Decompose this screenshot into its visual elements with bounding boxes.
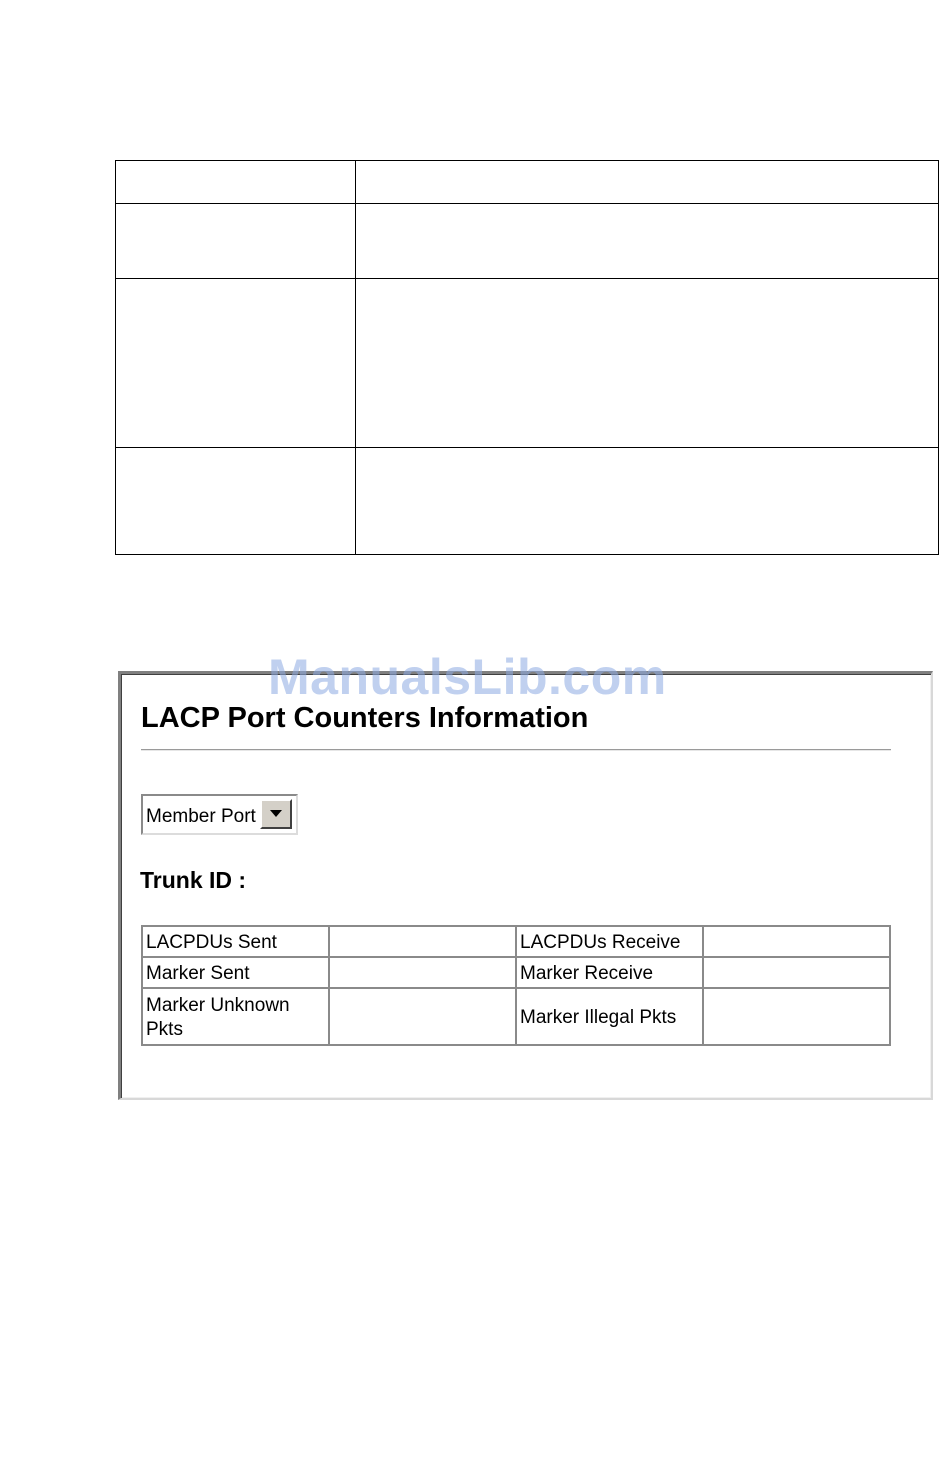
member-port-select[interactable] <box>141 794 298 835</box>
lacp-counters-window <box>118 671 933 1100</box>
counter-value <box>703 957 890 988</box>
counter-label: LACPDUs Sent <box>142 926 329 957</box>
document-table-row <box>116 279 939 448</box>
table-row <box>142 957 890 988</box>
document-table-row <box>116 448 939 555</box>
counter-value <box>703 988 890 1045</box>
table-row <box>142 926 890 957</box>
document-table-cell <box>356 448 939 555</box>
member-port-select-value: Member Port <box>146 806 256 827</box>
document-table-cell <box>116 161 356 204</box>
counter-label: Marker Sent <box>142 957 329 988</box>
document-table-cell <box>356 161 939 204</box>
document-table-row <box>116 204 939 279</box>
counter-label: Marker Illegal Pkts <box>516 988 703 1045</box>
chevron-down-icon <box>270 810 282 817</box>
document-table <box>115 160 939 555</box>
document-table-cell <box>116 448 356 555</box>
document-table-cell <box>116 279 356 448</box>
watermark-text: ManualsLib.com <box>268 649 667 705</box>
counter-value <box>329 926 516 957</box>
counter-label: Marker Unknown Pkts <box>142 988 329 1045</box>
document-table-row <box>116 161 939 204</box>
counter-value <box>703 926 890 957</box>
trunk-id-label: Trunk ID : <box>140 867 247 893</box>
table-row <box>142 988 890 1045</box>
document-table-cell <box>116 204 356 279</box>
dropdown-button[interactable] <box>260 799 292 829</box>
document-table-cell <box>356 279 939 448</box>
document-table-cell <box>356 204 939 279</box>
counter-value <box>329 957 516 988</box>
counter-label: LACPDUs Receive <box>516 926 703 957</box>
counters-table <box>141 925 891 1046</box>
counter-value <box>329 988 516 1045</box>
page-title: LACP Port Counters Information <box>141 702 589 734</box>
counter-label: Marker Receive <box>516 957 703 988</box>
title-divider <box>141 749 891 751</box>
